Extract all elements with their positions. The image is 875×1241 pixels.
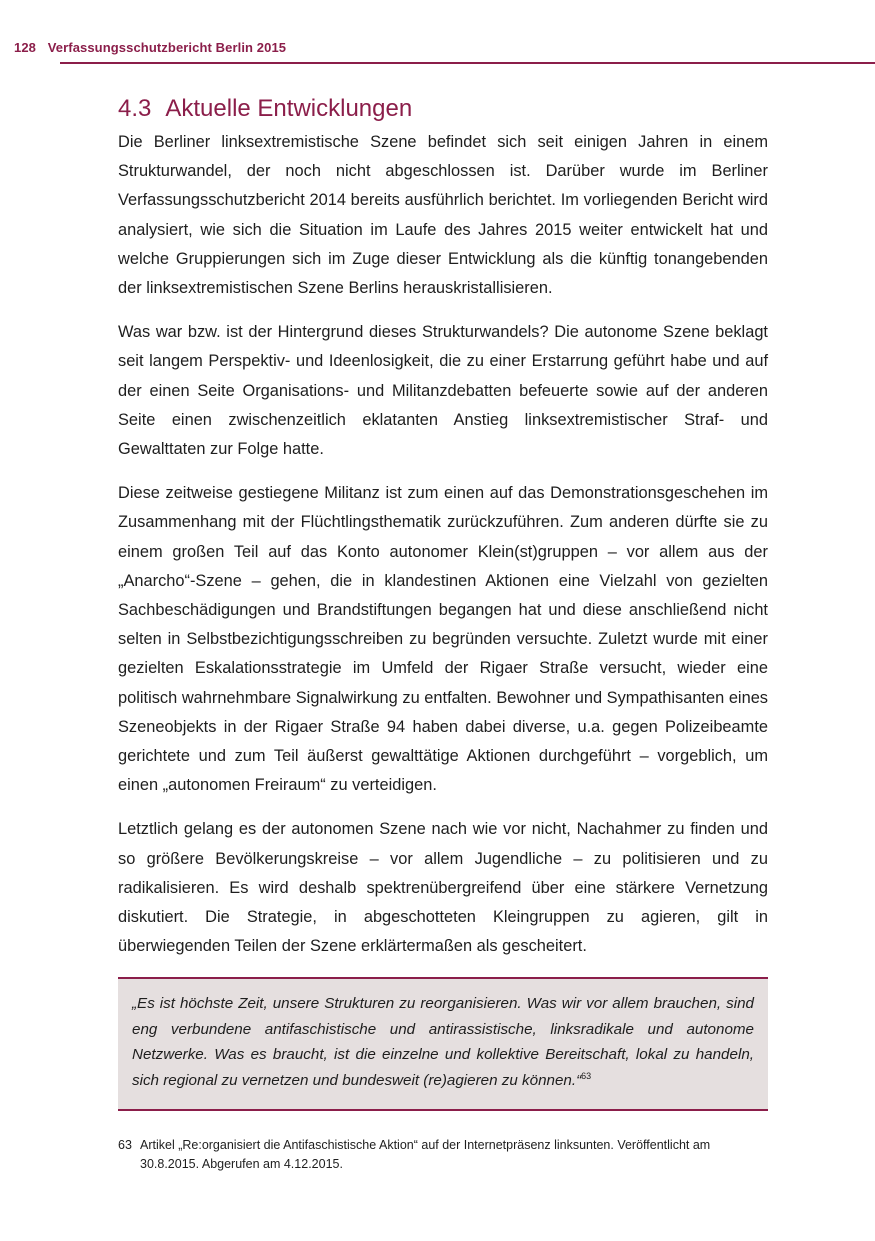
page-number: 128 [14,40,36,55]
quote-box [118,977,768,1111]
running-title: Verfassungsschutzbericht Berlin 2015 [47,40,287,55]
paragraph: Was war bzw. ist der Hintergrund dieses Strukturwandels? Die autonome Szene beklagt seit langem Perspektiv- und Ideenlosigkeit, die zu einer Erstarrung geführt habe und auf der einen Seite Organisations- und Militanzdebatten befeuerte sowie auf der anderen Seite einen zwischenzeitlich eklatanten Anstieg linksextremistischer Straf- und Gewalttaten zur Folge hatte. [118,323,768,459]
paragraph: Diese zeitweise gestiegene Militanz ist zum einen auf das Demonstrationsgeschehen im Zusammenhang mit der Flüchtlingsthematik zurückzuführen. Zum anderen dürfte sie zu einem großen Teil auf das Konto autonomer Klein(st)gruppen – vor allem aus der „Anarcho“-Szene – gehen, die in klandestinen Aktionen eine Vielzahl von gezielten Sachbeschädigungen und Brandstiftungen begangen hat und diese anschließend nicht selten in Selbstbezichtigungsschreiben zu begründen versuchte. Zuletzt wurde mit einer gezielten Eskalationsstrategie im Umfeld der Rigaer Straße versucht, wieder eine politisch wahrnehmbare Signalwirkung zu entfalten. Bewohner und Sympathisanten eines Szeneobjekts in der Rigaer Straße 94 haben dabei diverse, u.a. gegen Polizeibeamte gerichtete und zum Teil äußerst gewalttätige Aktionen durchgeführt – vorgeblich, um einen „autonomen Freiraum“ zu verteidigen. [118,484,768,795]
running-header [14,40,286,55]
section-title: Aktuelle Entwicklungen [165,95,413,122]
body-text [118,128,768,976]
footnote-number: 63 [118,1138,132,1152]
section-number: 4.3 [118,95,152,122]
footnote-reference[interactable]: 63 [581,1070,592,1081]
paragraph: Die Berliner linksextremistische Szene befindet sich seit einigen Jahren in einem Strukturwandel, der noch nicht abgeschlossen ist. Darüber wurde im Berliner Verfassungsschutzbericht 2014 bereits ausführlich berichtet. Im vorliegenden Bericht wird analysiert, wie sich die Situation im Laufe des Jahres 2015 weiter entwickelt hat und welche Gruppierungen sich im Zuge dieser Entwicklung als die künftig tonangebenden der linksextremistischen Szene Berlins herauskristallisieren. [118,133,768,298]
footnote-text: Artikel „Re:organisiert die Antifaschistische Aktion“ auf der Internetpräsenz linksunten. Veröffentlicht am 30.8.2015. Abgerufen am 4.12.2015. [140,1138,711,1171]
paragraph: Letztlich gelang es der autonomen Szene nach wie vor nicht, Nachahmer zu finden und so größere Bevölkerungskreise – vor allem Jugendliche – zu politisieren und zu radikalisieren. Es wird deshalb spektrenübergreifend über eine stärkere Vernetzung diskutiert. Die Strategie, in abgeschotteten Kleingruppen zu agieren, gilt in überwiegenden Teilen der Szene erklärtermaßen als gescheitert. [118,820,768,956]
quote-text [132,991,754,1093]
quote-body: „Es ist höchste Zeit, unsere Strukturen zu reorganisieren. Was wir vor allem brauchen, sind eng verbundene antifaschistische und antirassistische, linksradikale und autonome Netzwerke. Was es braucht, ist die einzelne und kollektive Bereitschaft, lokal zu handeln, sich regional zu vernetzen und bundesweit (re)agieren zu können.“ [132,995,754,1089]
header-rule [60,62,875,64]
footnote [118,1136,768,1174]
section-heading [118,95,412,123]
